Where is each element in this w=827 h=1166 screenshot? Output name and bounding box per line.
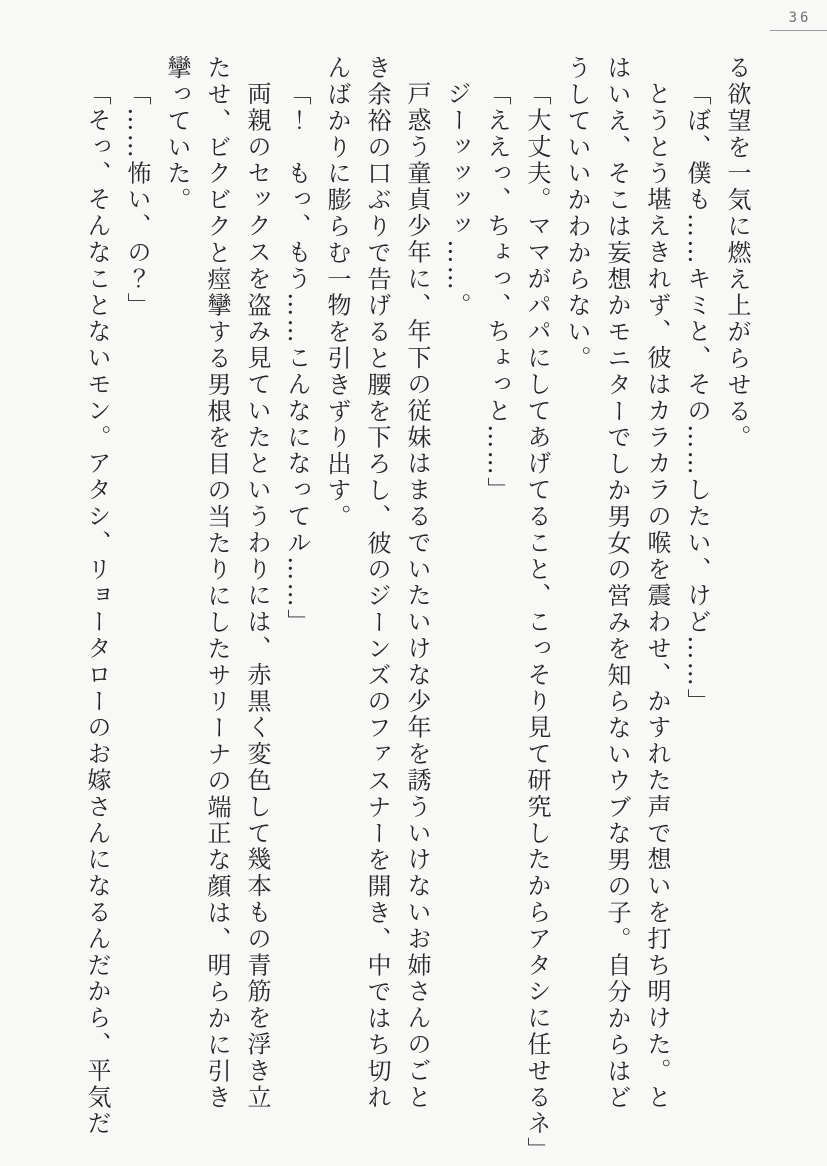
text-line: 「大丈夫。ママがパパにしてあげてること、こっそり見て研究したからアタシに任せるネ」: [523, 81, 551, 1164]
text-line: 両親のセックスを盗み見ていたというわりには、赤黒く変色して幾本もの青筋を浮き立: [243, 81, 271, 1111]
text-line: んばかりに膨らむ一物を引きずり出す。: [323, 55, 351, 531]
text-line: とうとう堪えきれず、彼はカラカラの喉を震わせ、かすれた声で想いを打ち明けた。と: [643, 81, 671, 1111]
vertical-text-block: [73, 55, 757, 1164]
text-line: 「……怖い、の？」: [123, 81, 151, 319]
text-line: き余裕の口ぶりで告げると腰を下ろし、彼のジーンズのファスナーを開き、中ではち切れ: [363, 55, 391, 1111]
text-line: たせ、ビクビクと痙攣する男根を目の当たりにしたサリーナの端正な顔は、明らかに引き: [203, 55, 231, 1111]
text-line: 「ええっ、ちょっ、ちょっと……」: [483, 81, 511, 504]
page-number: 36: [770, 10, 827, 31]
text-line: うしていいかわからない。: [563, 55, 591, 372]
text-line: る欲望を一気に燃え上がらせる。: [723, 55, 751, 451]
text-line: ジーッッッッ……。: [443, 81, 471, 319]
text-line: 「ぼ、僕も……キミと、その……したい、けど……」: [683, 81, 711, 715]
text-line: 「！ もっ、もう……こんなになってル……」: [283, 81, 311, 636]
text-line: 攣っていた。: [163, 55, 191, 214]
text-line: はいえ、そこは妄想かモニターでしか男女の営みを知らないウブな男の子。自分からはど: [603, 55, 631, 1111]
text-line: 「そっ、そんなことないモン。アタシ、リョータローのお嫁さんになるんだから、平気だ: [83, 81, 111, 1137]
text-line: 戸惑う童貞少年に、年下の従妹はまるでいたいけな少年を誘ういけないお姉さんのごと: [403, 81, 431, 1111]
